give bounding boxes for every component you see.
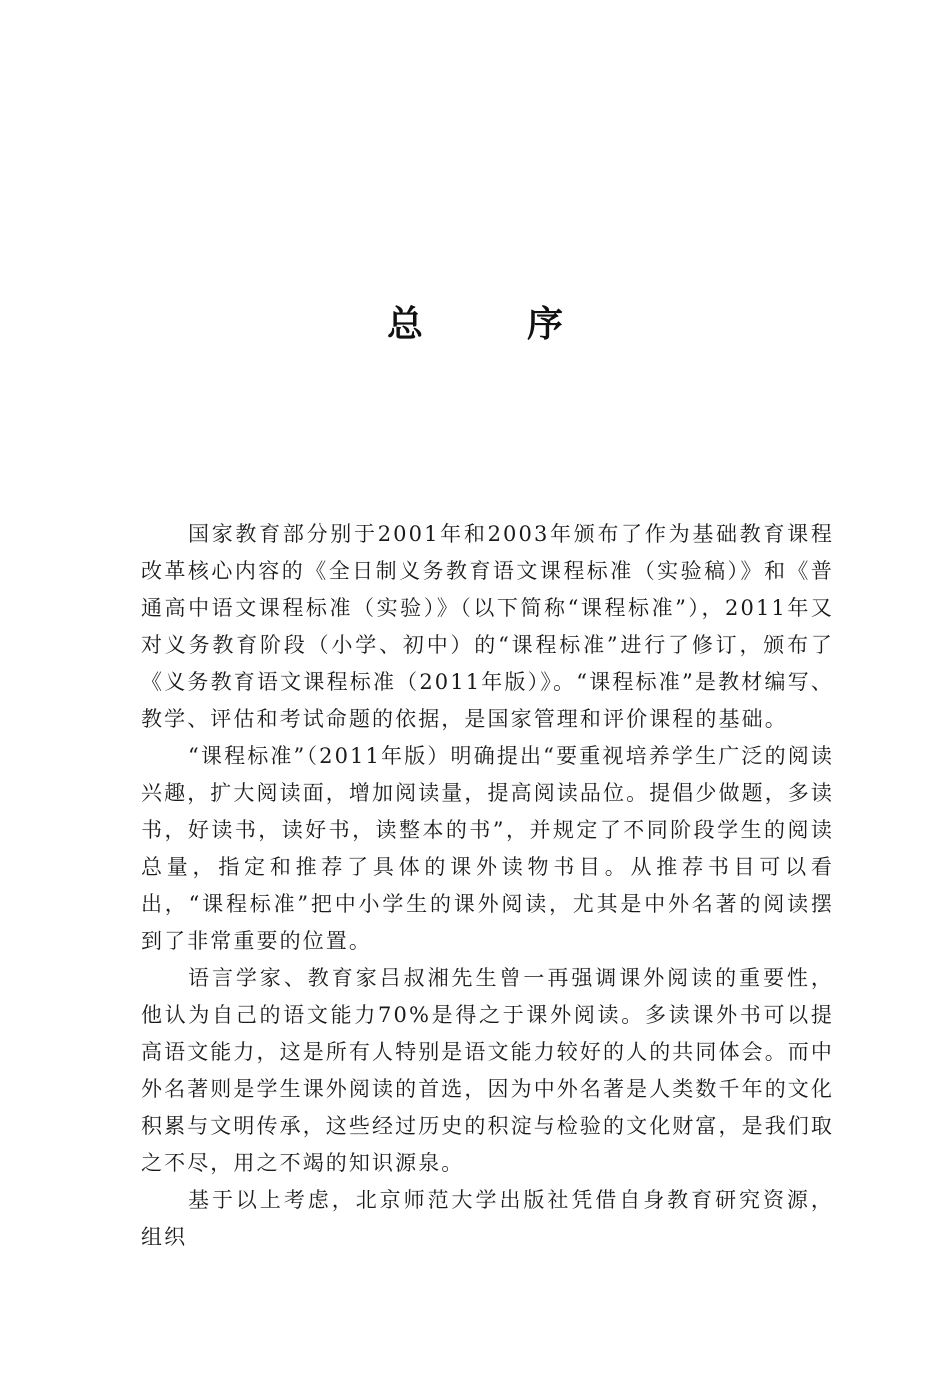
page-title: 总 序 [386, 303, 597, 346]
body-text [141, 516, 834, 1256]
paragraph-4: 基于以上考虑，北京师范大学出版社凭借自身教育研究资源，组织 [141, 1188, 834, 1249]
paragraph-2: “课程标准”（2011年版）明确提出“要重视培养学生广泛的阅读兴趣，扩大阅读面，增加阅读量，提高阅读品位。提倡少做题，多读书，好读书，读好书，读整本的书”，并规定了不同阶段学生的阅读总量，指定和推荐了具体的课外读物书目。从推荐书目可以看出，“课程标准”把中小学生的课外阅读，尤其是中外名著的阅读摆到了非常重要的位置。 [141, 744, 834, 953]
paragraph-1: 国家教育部分别于2001年和2003年颁布了作为基础教育课程改革核心内容的《全日制义务教育语文课程标准（实验稿）》和《普通高中语文课程标准（实验）》（以下简称“课程标准”），2011年又对义务教育阶段（小学、初中）的“课程标准”进行了修订，颁布了《义务教育语文课程标准（2011年版）》。“课程标准”是教材编写、教学、评估和考试命题的依据，是国家管理和评价课程的基础。 [141, 522, 834, 731]
paragraph-3: 语言学家、教育家吕叔湘先生曾一再强调课外阅读的重要性，他认为自己的语文能力70%是得之于课外阅读。多读课外书可以提高语文能力，这是所有人特别是语文能力较好的人的共同体会。而中外名著则是学生课外阅读的首选，因为中外名著是人类数千年的文化积累与文明传承，这些经过历史的积淀与检验的文化财富，是我们取之不尽，用之不竭的知识源泉。 [141, 966, 834, 1175]
